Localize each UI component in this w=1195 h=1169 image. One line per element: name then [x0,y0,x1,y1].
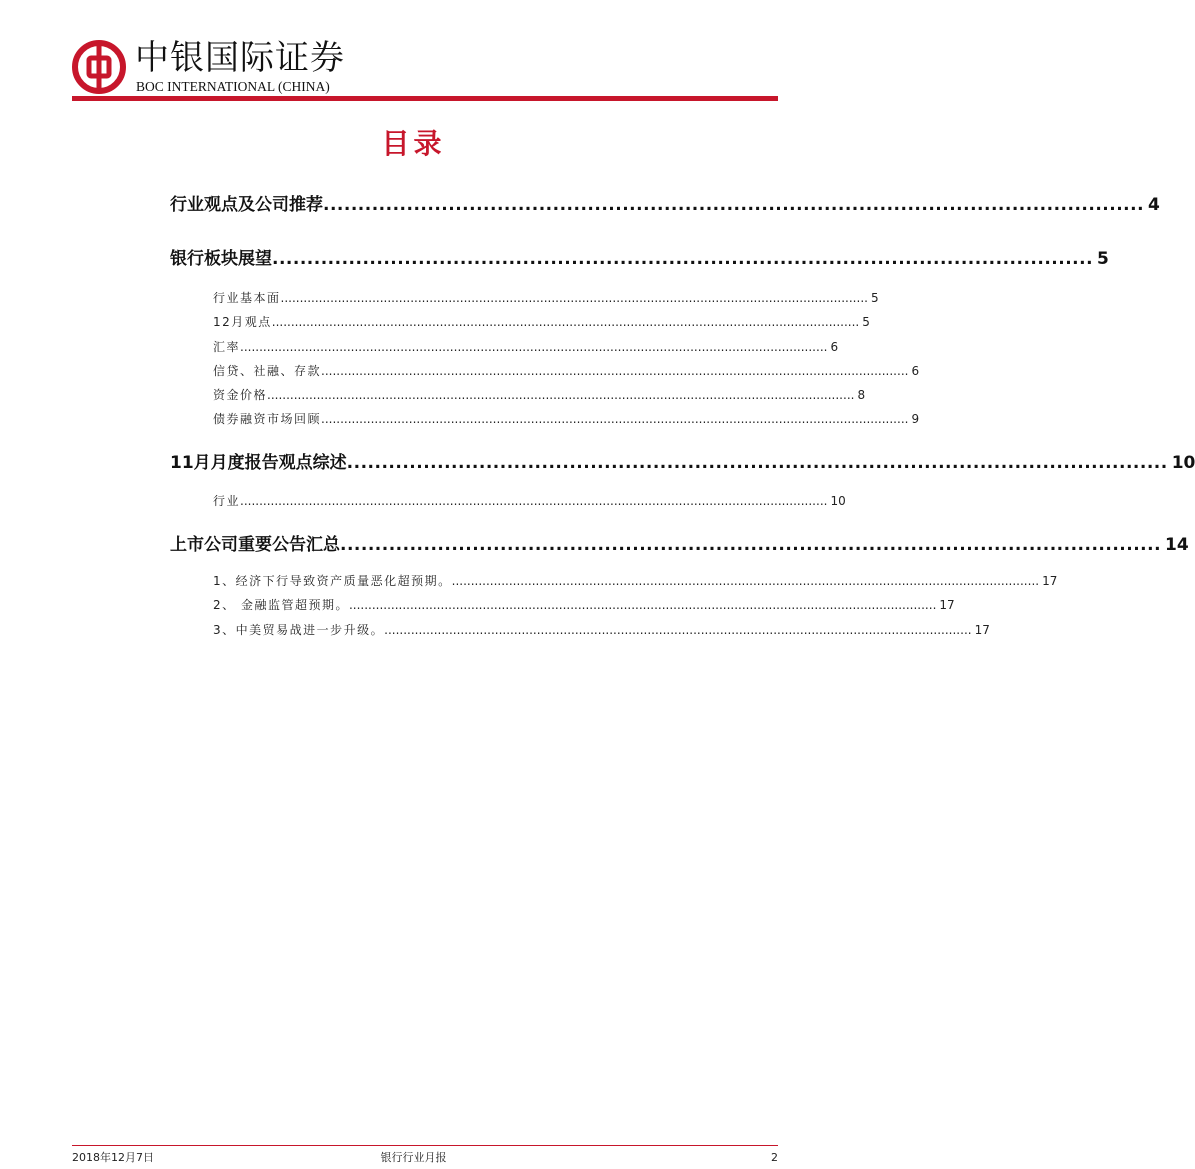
toc-entry-label: 银行板块展望 [170,249,272,269]
toc-subentry-label: 3、中美贸易战进一步升级。 [213,623,385,637]
toc-entry-page: 4 [1148,195,1160,215]
toc-subentry-label: 2、 金融监管超预期。 [213,598,349,612]
toc-entry-page: 14 [1165,535,1189,555]
toc-subentry[interactable] [213,289,879,307]
toc-subentry-page: 17 [939,598,955,612]
toc-subentry[interactable] [213,313,870,331]
toc-leader-dots: .......................................................................................................................................................... [267,388,855,402]
brand-name-cn: 中银国际证券 [135,38,345,78]
toc-subentry[interactable] [213,572,1058,590]
toc-subentry-page: 10 [830,494,846,508]
toc-subentry-page: 17 [1042,574,1058,588]
toc-subentry-label: 汇率 [213,340,241,354]
toc-subentry[interactable] [213,410,920,428]
toc-subentry-page: 5 [862,315,870,329]
toc-subentry-page: 5 [870,291,879,305]
toc-leader-dots: ...................................................................................................................... [340,535,1162,555]
toc-leader-dots: .......................................................................................................................................................... [348,598,937,612]
toc-subentry-label: 资金价格 [213,388,268,402]
toc-entry[interactable] [170,193,1160,217]
toc-subentry-label: 行业基本面 [213,291,281,305]
footer-date: 2018年12月7日 [72,1151,154,1164]
toc-leader-dots: .......................................................................................................................................................... [240,340,828,354]
page-title: 目录 [381,127,446,160]
footer-page-number: 2 [771,1151,778,1164]
toc-leader-dots: .......................................................................................................................................................... [280,291,868,305]
toc-subentry-label: 行业 [213,494,241,508]
toc-subentry[interactable] [213,596,955,614]
toc-subentry-page: 6 [911,364,920,378]
toc-entry-page: 10 [1171,453,1195,473]
header-divider [72,96,778,101]
toc-leader-dots: ...................................................................................................................... [323,195,1145,215]
toc-subentry-page: 9 [911,412,920,426]
footer-divider [72,1145,778,1146]
toc-entry[interactable] [170,451,1195,475]
toc-subentry-label: 信贷、社融、存款 [213,364,322,378]
toc-subentry-page: 6 [830,340,839,354]
toc-subentry-label: 1、经济下行导致资产质量恶化超预期。 [213,574,452,588]
toc-entry[interactable] [170,247,1109,271]
footer-report-name: 银行行业月报 [380,1151,447,1164]
toc-subentry[interactable] [213,362,920,380]
toc-subentry-label: 债券融资市场回顾 [213,412,322,426]
toc-subentry[interactable] [213,386,866,404]
toc-subentry[interactable] [213,338,839,356]
toc-leader-dots: ...................................................................................................................... [346,453,1168,473]
toc-leader-dots: .......................................................................................................................................................... [451,574,1040,588]
toc-entry-label: 11月月度报告观点综述 [170,453,347,473]
toc-subentry[interactable] [213,492,846,510]
toc-subentry[interactable] [213,621,990,639]
toc-entry[interactable] [170,533,1189,557]
toc-leader-dots: .......................................................................................................................................................... [321,364,909,378]
toc-subentry-page: 17 [974,623,990,637]
toc-entry-label: 行业观点及公司推荐 [170,195,323,215]
toc-leader-dots: .......................................................................................................................................................... [240,494,828,508]
toc-leader-dots: .......................................................................................................................................................... [271,315,860,329]
toc-entry-label: 上市公司重要公告汇总 [170,535,340,555]
toc-subentry-page: 8 [857,388,866,402]
toc-leader-dots: .......................................................................................................................................................... [384,623,972,637]
boc-logo-icon [72,40,126,94]
toc-entry-page: 5 [1097,249,1109,269]
toc-leader-dots: .......................................................................................................................................................... [321,412,909,426]
toc-leader-dots: ...................................................................................................................... [272,249,1094,269]
toc-subentry-label: 12月观点 [213,315,272,329]
brand-name-en: BOC INTERNATIONAL (CHINA) [136,79,330,94]
